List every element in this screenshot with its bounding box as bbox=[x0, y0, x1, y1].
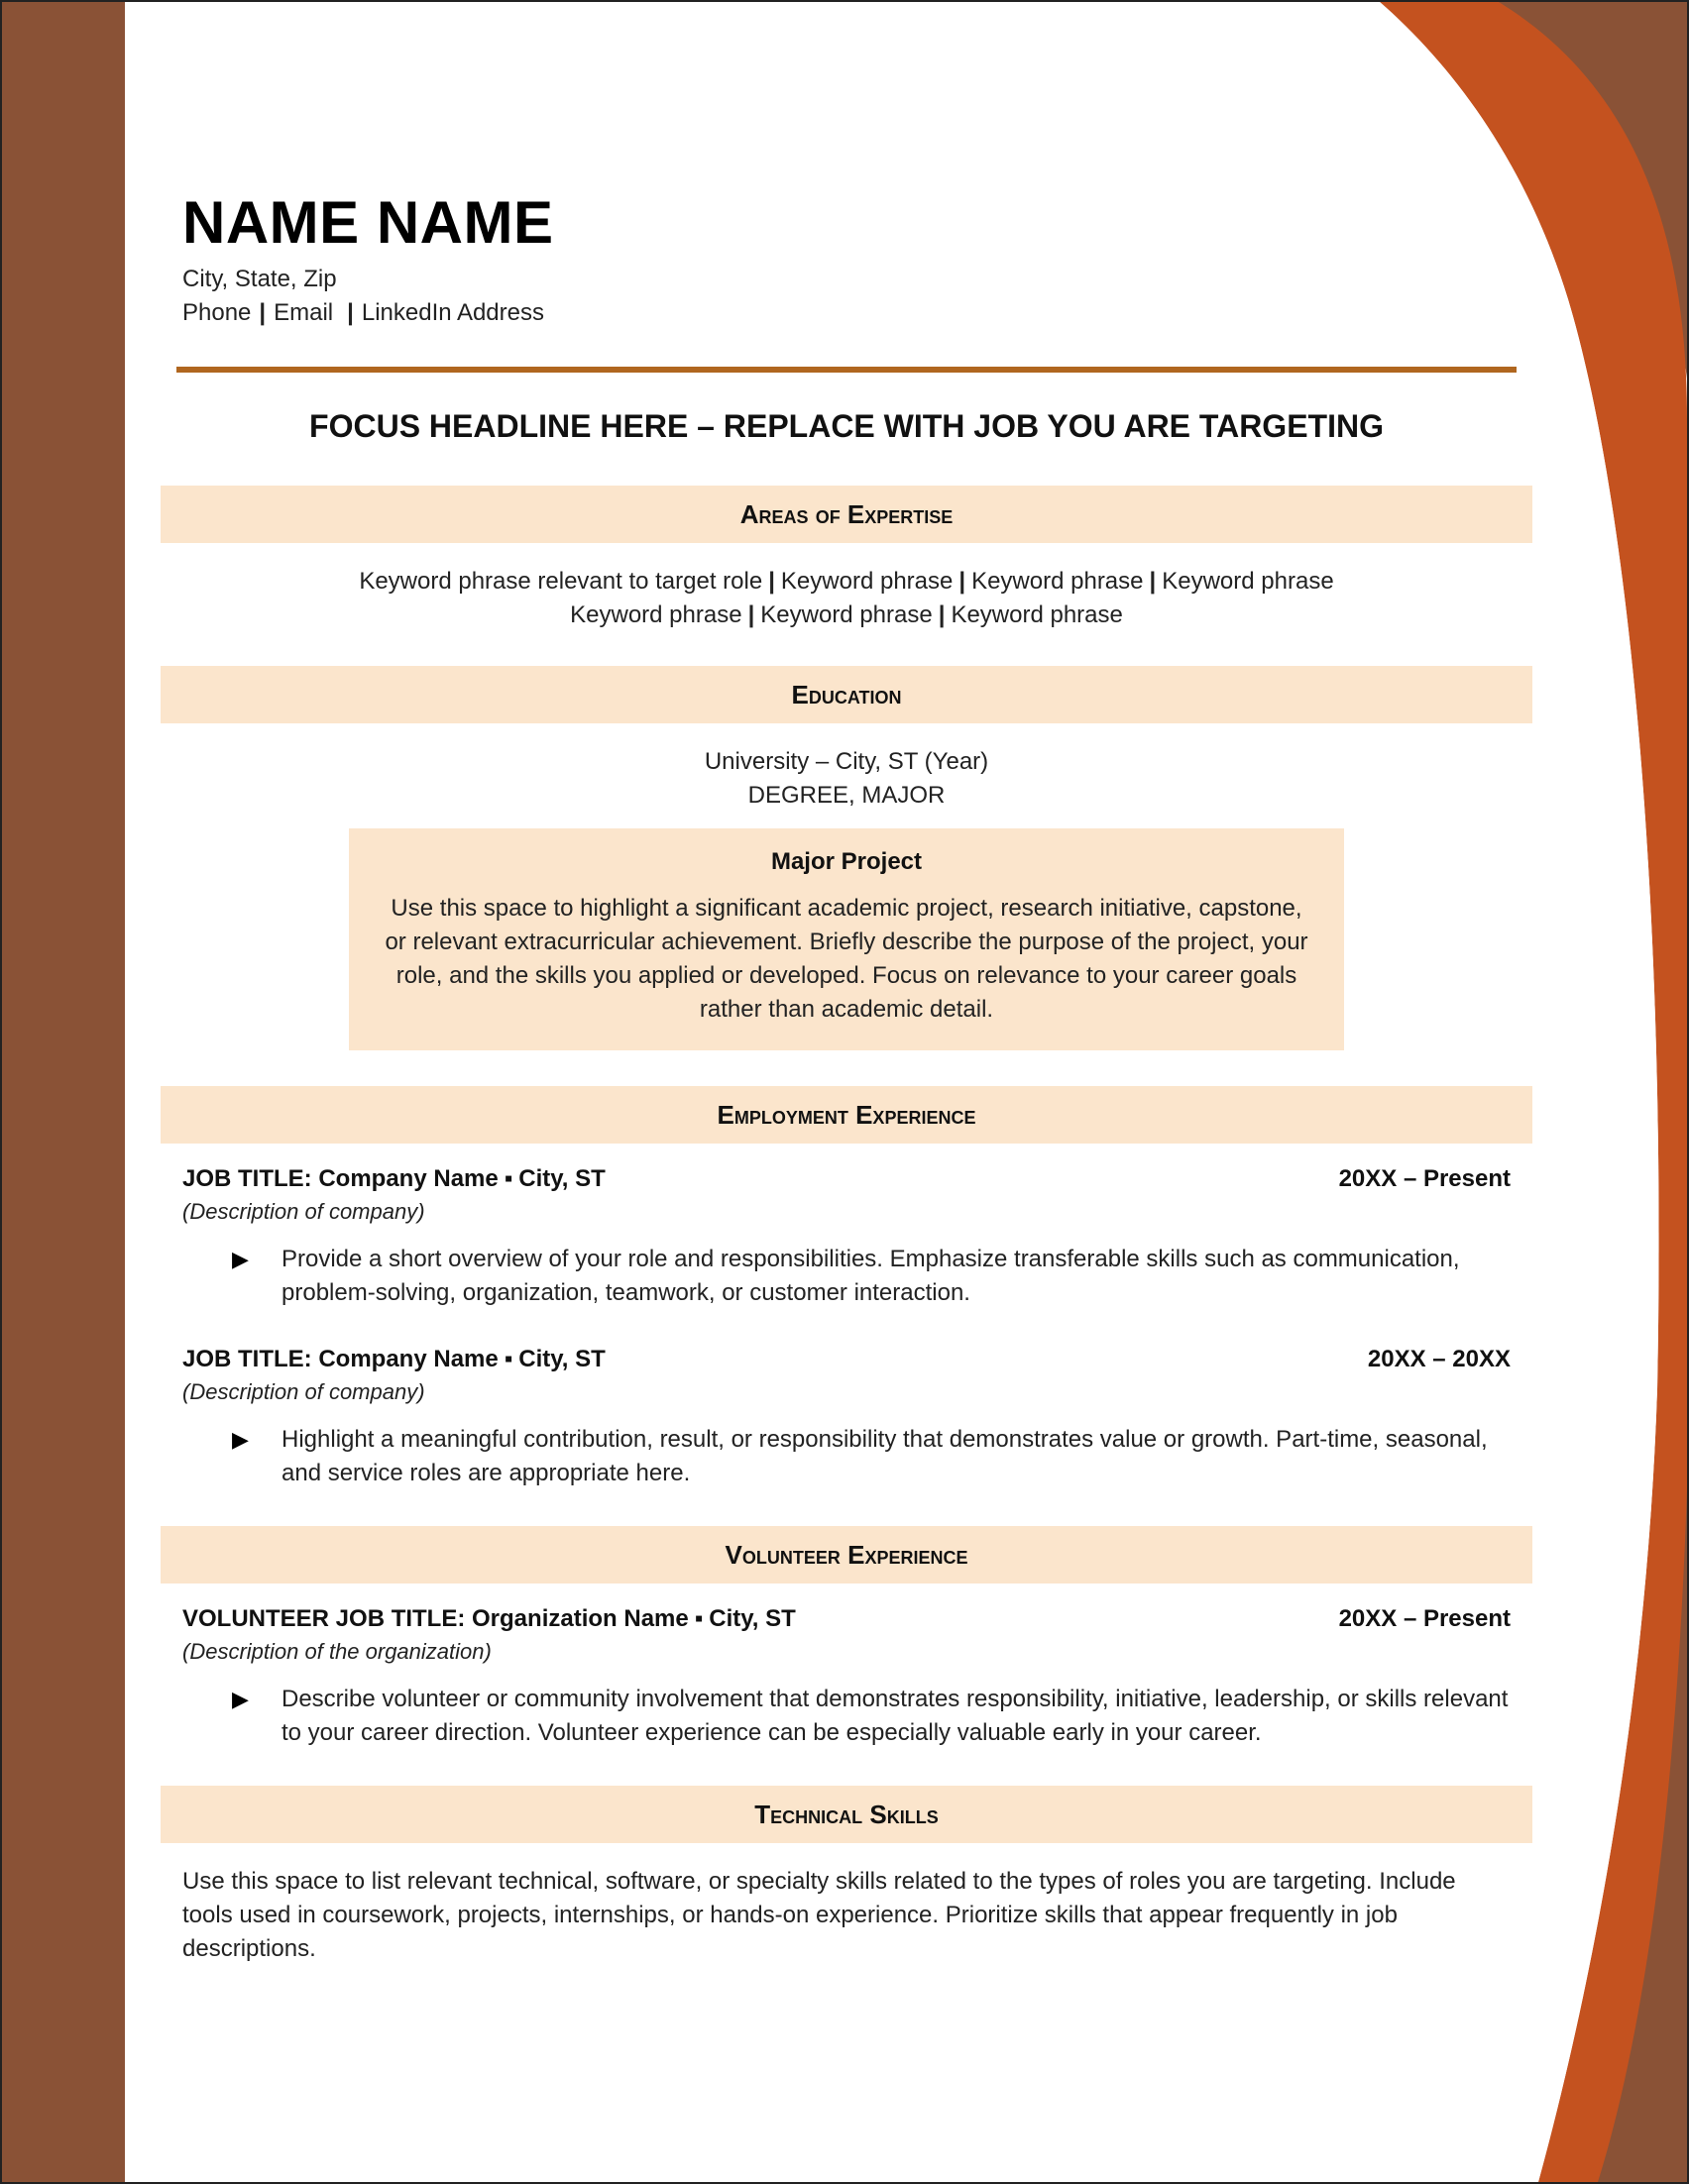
job-title: JOB TITLE: bbox=[182, 1346, 312, 1372]
header-rule bbox=[176, 367, 1517, 373]
job-heading bbox=[182, 1346, 1511, 1373]
keyword: Keyword phrase bbox=[1162, 568, 1334, 595]
keyword: Keyword phrase relevant to target role bbox=[359, 568, 763, 595]
company-description: (Description of company) bbox=[182, 1379, 425, 1404]
separator: | bbox=[347, 299, 354, 326]
keyword: Keyword phrase bbox=[570, 601, 742, 628]
job-title: VOLUNTEER JOB TITLE: bbox=[182, 1605, 466, 1632]
bullet-arrow-icon: ▶ bbox=[232, 1687, 249, 1711]
linkedin-text: LinkedIn Address bbox=[361, 299, 544, 326]
job-dates: 20XX – 20XX bbox=[1367, 1346, 1511, 1372]
job-location: City, ST bbox=[518, 1346, 606, 1372]
major-project-box bbox=[349, 828, 1344, 1050]
keyword: Keyword phrase bbox=[971, 568, 1144, 595]
keyword: Keyword phrase bbox=[780, 568, 954, 595]
email-text: Email bbox=[274, 299, 334, 326]
section-header-technical: Technical Skills bbox=[161, 1786, 1532, 1843]
location-line: City, State, Zip bbox=[182, 266, 337, 292]
separator: | bbox=[958, 568, 966, 595]
bullet-arrow-icon: ▶ bbox=[232, 1427, 249, 1452]
focus-headline: FOCUS HEADLINE HERE – REPLACE WITH JOB YOU ARE TARGETING bbox=[309, 408, 1384, 444]
company-name: Company Name bbox=[318, 1165, 499, 1192]
resume-content bbox=[2, 2, 1687, 2182]
separator: | bbox=[1149, 568, 1157, 595]
bullet-separator: ▪ bbox=[504, 1165, 513, 1192]
section-header-employment: Employment Experience bbox=[161, 1086, 1532, 1144]
volunteer-heading bbox=[182, 1605, 1511, 1633]
volunteer-bullet: Describe volunteer or community involvement that demonstrates responsibility, initiative, leadership, or skills relevant to your career direction. Volunteer experience can be especially valuable early in your career. bbox=[282, 1686, 1509, 1746]
project-title: Major Project bbox=[770, 848, 923, 875]
section-header-expertise: Areas of Expertise bbox=[161, 486, 1532, 543]
organization-description: (Description of the organization) bbox=[182, 1639, 492, 1664]
separator: | bbox=[768, 568, 775, 595]
bullet-separator: ▪ bbox=[694, 1605, 704, 1632]
keyword: Keyword phrase bbox=[951, 601, 1123, 628]
job-bullet: Highlight a meaningful contribution, result, or responsibility that demonstrates value or growth. Part-time, seasonal, and service roles are appropriate here. bbox=[282, 1426, 1488, 1486]
job-title: JOB TITLE: bbox=[182, 1165, 312, 1192]
phone-text: Phone bbox=[182, 299, 252, 326]
job-location: City, ST bbox=[709, 1605, 796, 1632]
project-description: Use this space to highlight a significant academic project, research initiative, capstone, or relevant extracurricular achievement. Briefly describe the purpose of the project, your role, and the skills you applied or developed. Focus on relevance to your career goals rather than academic detail. bbox=[385, 895, 1308, 1023]
expertise-line-2 bbox=[161, 599, 1532, 632]
job-location: City, ST bbox=[518, 1165, 606, 1192]
section-header-education: Education bbox=[161, 666, 1532, 723]
education-school: University – City, ST (Year) bbox=[704, 748, 989, 775]
separator: | bbox=[259, 299, 267, 326]
job-heading bbox=[182, 1165, 1511, 1193]
bullet-separator: ▪ bbox=[504, 1346, 513, 1372]
contact-line bbox=[182, 299, 544, 327]
section-header-volunteer: Volunteer Experience bbox=[161, 1526, 1532, 1583]
separator: | bbox=[747, 601, 755, 628]
bullet-arrow-icon: ▶ bbox=[232, 1247, 249, 1271]
technical-skills-text: Use this space to list relevant technical, software, or specialty skills related to the types of roles you are targeting. Include tools used in coursework, projects, internships, or hands-on experience. Prioritize skills that appear frequently in job descriptions. bbox=[182, 1868, 1456, 1962]
organization-name: Organization Name bbox=[472, 1605, 689, 1632]
company-description: (Description of company) bbox=[182, 1199, 425, 1224]
education-degree: DEGREE, MAJOR bbox=[747, 782, 946, 809]
job-dates: 20XX – Present bbox=[1338, 1165, 1511, 1192]
job-dates: 20XX – Present bbox=[1338, 1605, 1511, 1632]
candidate-name: NAME NAME bbox=[182, 189, 554, 256]
job-bullet: Provide a short overview of your role and responsibilities. Emphasize transferable skills such as communication, problem-solving, organization, teamwork, or customer interaction. bbox=[282, 1246, 1460, 1306]
company-name: Company Name bbox=[318, 1346, 499, 1372]
expertise-line-1 bbox=[161, 565, 1532, 599]
separator: | bbox=[938, 601, 946, 628]
keyword: Keyword phrase bbox=[760, 601, 933, 628]
